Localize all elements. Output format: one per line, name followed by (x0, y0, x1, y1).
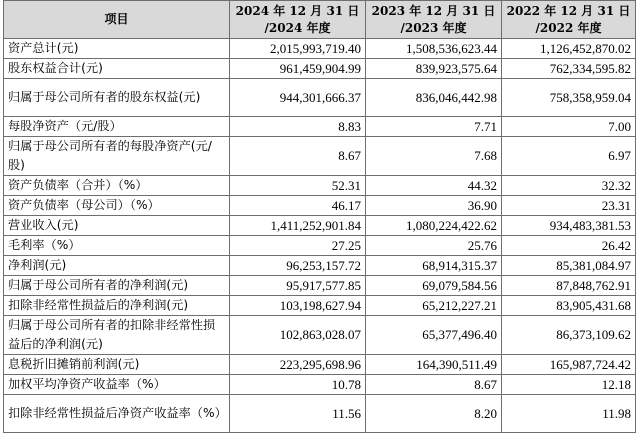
value-2022: 83,905,431.68 (502, 296, 636, 316)
value-2023: 68,914,315.37 (366, 256, 502, 276)
header-2024-year: /2024 年度 (264, 20, 331, 35)
row-label: 息税折旧摊销前利润(元) (4, 355, 230, 375)
value-2024: 1,411,252,901.84 (230, 216, 366, 236)
value-2023: 1,508,536,623.44 (366, 39, 502, 59)
row-label: 毛利率（%） (4, 236, 230, 256)
value-2022: 26.42 (502, 236, 636, 256)
row-label: 扣除非经常性损益后净资产收益率（%） (4, 395, 230, 433)
header-2023-year: /2023 年度 (400, 20, 467, 35)
table-row (4, 137, 636, 176)
value-2022: 23.31 (502, 196, 636, 216)
table-row (4, 196, 636, 216)
value-2023: 836,046,442.98 (366, 79, 502, 117)
value-2024: 27.25 (230, 236, 366, 256)
row-label: 资产负债率（合并）（%） (4, 176, 230, 196)
value-2024: 11.56 (230, 395, 366, 433)
value-2022: 934,483,381.53 (502, 216, 636, 236)
value-2023: 69,079,584.56 (366, 276, 502, 296)
table-header-row (4, 1, 636, 39)
value-2024: 8.67 (230, 137, 366, 176)
financial-data-table (3, 0, 636, 433)
header-2022-date: 2022 年 12 月 31 日 (506, 3, 631, 18)
value-2024: 961,459,904.99 (230, 59, 366, 79)
value-2024: 46.17 (230, 196, 366, 216)
value-2023: 8.20 (366, 395, 502, 433)
value-2024: 223,295,698.96 (230, 355, 366, 375)
header-2024-date: 2024 年 12 月 31 日 (235, 3, 360, 18)
value-2023: 36.90 (366, 196, 502, 216)
row-label: 归属于母公司所有者的股东权益(元) (4, 79, 230, 117)
table-row (4, 375, 636, 395)
row-label: 扣除非经常性损益后的净利润(元) (4, 296, 230, 316)
table-row (4, 355, 636, 375)
value-2024: 944,301,666.37 (230, 79, 366, 117)
table-row (4, 236, 636, 256)
value-2024: 96,253,157.72 (230, 256, 366, 276)
value-2022: 6.97 (502, 137, 636, 176)
table-row (4, 176, 636, 196)
value-2023: 44.32 (366, 176, 502, 196)
value-2023: 164,390,511.49 (366, 355, 502, 375)
value-2024: 10.78 (230, 375, 366, 395)
value-2023: 65,377,496.40 (366, 316, 502, 355)
value-2023: 839,923,575.64 (366, 59, 502, 79)
value-2024: 8.83 (230, 117, 366, 137)
value-2023: 1,080,224,422.62 (366, 216, 502, 236)
row-label: 每股净资产（元/股） (4, 117, 230, 137)
table-row (4, 296, 636, 316)
row-label: 净利润(元) (4, 256, 230, 276)
row-label: 股东权益合计(元) (4, 59, 230, 79)
value-2024: 103,198,627.94 (230, 296, 366, 316)
value-2022: 32.32 (502, 176, 636, 196)
value-2022: 165,987,724.42 (502, 355, 636, 375)
table-row (4, 395, 636, 433)
row-label: 资产负债率（母公司）（%） (4, 196, 230, 216)
value-2023: 7.71 (366, 117, 502, 137)
value-2022: 11.98 (502, 395, 636, 433)
value-2022: 1,126,452,870.02 (502, 39, 636, 59)
value-2022: 7.00 (502, 117, 636, 137)
value-2023: 25.76 (366, 236, 502, 256)
row-label: 归属于母公司所有者的净利润(元) (4, 276, 230, 296)
header-item: 项目 (4, 1, 230, 39)
table-row (4, 59, 636, 79)
header-2023-date: 2023 年 12 月 31 日 (371, 3, 496, 18)
table-row (4, 216, 636, 236)
table-row (4, 117, 636, 137)
value-2022: 86,373,109.62 (502, 316, 636, 355)
header-2023 (366, 1, 502, 39)
row-label: 营业收入(元) (4, 216, 230, 236)
row-label: 归属于母公司所有者的扣除非经常性损益后的净利润(元) (4, 316, 230, 355)
table-row (4, 79, 636, 117)
row-label: 资产总计(元) (4, 39, 230, 59)
table-row (4, 39, 636, 59)
row-label: 加权平均净资产收益率（%） (4, 375, 230, 395)
value-2022: 762,334,595.82 (502, 59, 636, 79)
value-2022: 12.18 (502, 375, 636, 395)
table-row (4, 316, 636, 355)
header-2024 (230, 1, 366, 39)
table-row (4, 256, 636, 276)
value-2024: 95,917,577.85 (230, 276, 366, 296)
value-2023: 7.68 (366, 137, 502, 176)
value-2023: 8.67 (366, 375, 502, 395)
value-2024: 102,863,028.07 (230, 316, 366, 355)
value-2023: 65,212,227.21 (366, 296, 502, 316)
row-label: 归属于母公司所有者的每股净资产(元/股) (4, 137, 230, 176)
value-2022: 758,358,959.04 (502, 79, 636, 117)
value-2024: 52.31 (230, 176, 366, 196)
value-2022: 87,848,762.91 (502, 276, 636, 296)
header-2022 (502, 1, 636, 39)
table-row (4, 276, 636, 296)
value-2024: 2,015,993,719.40 (230, 39, 366, 59)
header-2022-year: /2022 年度 (535, 20, 602, 35)
value-2022: 85,381,084.97 (502, 256, 636, 276)
